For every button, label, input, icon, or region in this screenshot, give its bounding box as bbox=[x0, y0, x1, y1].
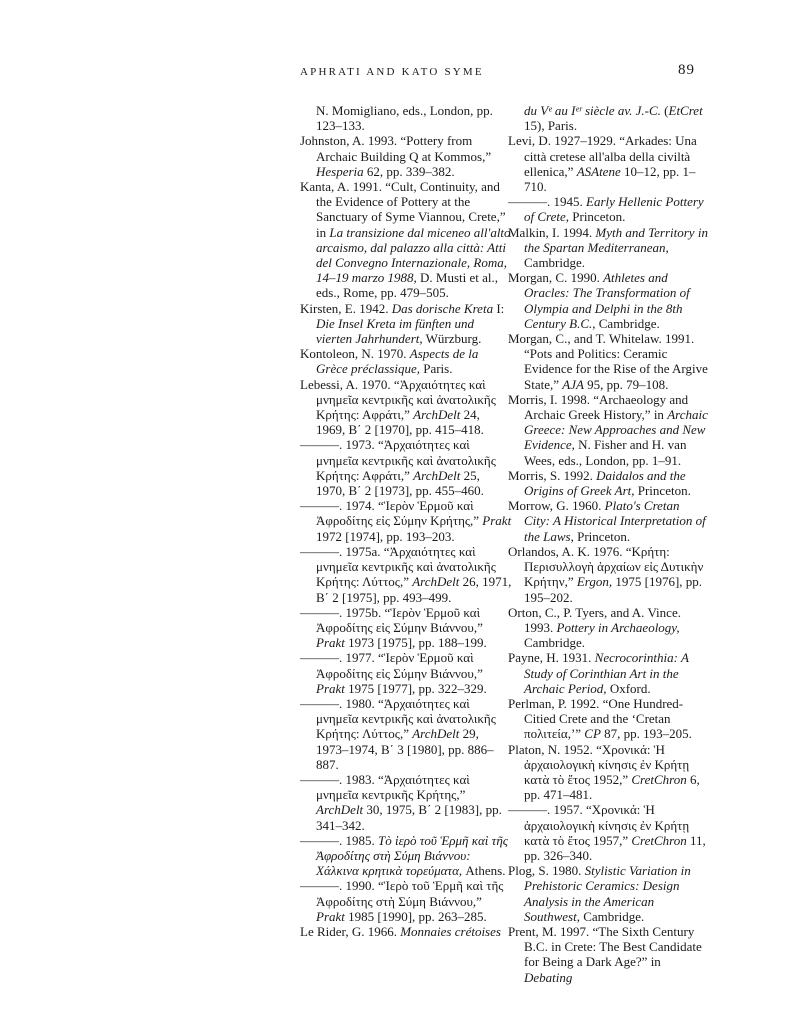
bibliography-entry bbox=[300, 498, 512, 544]
entry-rest: 26, 1971, Β΄ 2 [1975], pp. 493–499. bbox=[316, 574, 512, 605]
entry-journal: Τὸ ἱερὸ τοῦ Ἑρμῆ καὶ τῆς Ἀφροδίτης στὴ Σύμη Βιάννου: Χάλκινα κρητικὰ τορεύματα, bbox=[316, 832, 509, 879]
entry-journal: Necrocorinthia: A Study of Corinthian Art in the Archaic Period, bbox=[524, 650, 689, 696]
bibliography-entry bbox=[508, 103, 708, 133]
bibliography-entry bbox=[300, 346, 512, 376]
entry-rest: Paris. bbox=[419, 361, 453, 377]
entry-text: “Ἀρχαιότητες καὶ μνημεῖα κεντρικῆς καὶ ἀνατολικῆς Κρήτης: Αφράτι,” bbox=[316, 437, 496, 483]
entry-author: Morrow, G. 1960. bbox=[508, 498, 605, 514]
entry-journal: Aspects de la Grèce préclassique, bbox=[316, 346, 479, 377]
entry-journal: Daidalos and the Origins of Greek Art, bbox=[524, 467, 686, 499]
entry-author: Le Rider, G. 1966. bbox=[300, 923, 401, 939]
entry-rest: 87, pp. 193–205. bbox=[600, 726, 692, 742]
bibliography-entry bbox=[300, 650, 512, 696]
entry-text: “Cult, Continuity, and the Evidence of Pottery at the Sanctuary of Syme Viannou, Crete,” in bbox=[316, 179, 506, 240]
entry-author: ———. 1983. bbox=[300, 771, 378, 787]
entry-rest: Princeton. bbox=[569, 209, 626, 225]
bibliography-entry bbox=[508, 392, 708, 468]
entry-author: Plog, S. 1980. bbox=[508, 863, 585, 879]
bibliography-entry bbox=[300, 605, 512, 651]
entry-rest: 95, pp. 79–108. bbox=[583, 376, 669, 392]
entry-text: “Ἱερὸ τοῦ Ἑρμῆ καὶ τῆς Ἀφροδίτης στὴ Σύμη Βιάννου,” bbox=[316, 878, 504, 909]
bibliography-entry bbox=[300, 377, 512, 438]
entry-journal: Plato's Cretan City: A Historical Interpretation of the Laws, bbox=[524, 498, 706, 544]
entry-text: “Ἱερὸν Ἑρμοῦ καὶ Ἀφροδίτης εἰς Σύμην Κρήτης,” bbox=[316, 498, 483, 529]
entry-rest: 11, pp. 326–340. bbox=[524, 832, 706, 863]
entry-journal: CretChron bbox=[631, 832, 687, 848]
bibliography-entry bbox=[300, 179, 512, 301]
entry-journal: Athletes and Oracles: The Transformation of Olympia and Delphi in the 8th Century B.C., bbox=[524, 270, 690, 331]
entry-rest: 1972 [1974], pp. 193–203. bbox=[316, 528, 455, 544]
entry-journal: du Vᵉ au Iᵉʳ siècle av. J.-C. bbox=[524, 103, 661, 118]
entry-journal: AJA bbox=[562, 376, 584, 392]
entry-rest: ( bbox=[660, 103, 669, 118]
entry-journal: ArchDelt bbox=[412, 574, 460, 590]
entry-author: Levi, D. 1927–1929. bbox=[508, 133, 620, 149]
entry-text: “Ἀρχαιότητες καὶ μνημεῖα κεντρικῆς καὶ ἀνατολικῆς Κρήτης: Λύττος,” bbox=[316, 543, 496, 590]
bibliography-entry bbox=[300, 878, 512, 924]
running-head: APHRATI AND KATO SYME bbox=[300, 66, 484, 78]
bibliography-entry bbox=[508, 802, 708, 863]
entry-rest: I: bbox=[493, 300, 505, 316]
bibliography-entry bbox=[300, 833, 512, 879]
entry-rest: Cambridge. bbox=[524, 635, 586, 651]
entry-rest: D. Musti et al., eds., Rome, pp. 479–505. bbox=[316, 270, 499, 301]
bibliography-entry bbox=[508, 650, 708, 696]
bibliography-entry bbox=[508, 270, 708, 331]
entry-rest: N. Fisher and H. van Wees, eds., London, pp. 1–91. bbox=[524, 437, 687, 468]
entry-journal: La transizione dal miceneo all'alto arcaismo, dal palazzo alla città: Atti del Convegno Internazionale, Roma, 14–19 marzo 1988, bbox=[316, 224, 511, 286]
entry-author: Platon, N. 1952. bbox=[508, 741, 597, 757]
entry-rest: 1975 [1977], pp. 322–329. bbox=[344, 680, 487, 696]
entry-journal: ASAtene bbox=[576, 163, 621, 179]
entry-rest: Cambridge. bbox=[579, 908, 645, 924]
entry-author: Orton, C., P. Tyers, and A. Vince. 1993. bbox=[508, 604, 681, 635]
entry-rest2: Würzburg. bbox=[422, 331, 482, 347]
entry-journal: Archaic Greece: New Approaches and New Evidence, bbox=[524, 407, 708, 453]
bibliography-entry bbox=[508, 924, 708, 985]
entry-rest: 25, 1970, Β΄ 2 [1973], pp. 455–460. bbox=[316, 467, 484, 499]
bibliography-entry bbox=[508, 605, 708, 651]
entry-text: “Ἱερὸν Ἑρμοῦ καὶ Ἀφροδίτης εἰς Σύμην Βιάννου,” bbox=[316, 650, 483, 681]
entry-rest: 62, pp. 339–382. bbox=[363, 163, 455, 179]
entry-journal: Myth and Territory in the Spartan Mediterranean, bbox=[524, 224, 708, 255]
entry-journal: Early Hellenic Pottery of Crete, bbox=[524, 194, 704, 225]
bibliography-entry bbox=[508, 696, 708, 742]
bibliography-entry bbox=[300, 924, 512, 939]
entry-author: ———. 1975b. bbox=[300, 604, 385, 620]
entry-author: Morgan, C. 1990. bbox=[508, 270, 604, 286]
entry-author: Kirsten, E. 1942. bbox=[300, 300, 392, 316]
entry-rest2: 15), Paris. bbox=[524, 118, 578, 134]
page-number: 89 bbox=[678, 62, 695, 78]
entry-author: ———. 1973. bbox=[300, 437, 378, 453]
entry-journal: ArchDelt bbox=[413, 407, 461, 423]
entry-rest: 30, 1975, Β΄ 2 [1983], pp. 341–342. bbox=[316, 802, 502, 833]
entry-journal: Prakt bbox=[316, 680, 345, 696]
entry-author: ———. 1957. bbox=[508, 802, 586, 818]
entry-journal: Debating bbox=[524, 969, 573, 985]
entry-rest: 1973 [1975], pp. 188–199. bbox=[344, 635, 487, 651]
entry-author: ———. 1985. bbox=[300, 832, 378, 848]
entry-text: “Ἱερὸν Ἑρμοῦ καὶ Ἀφροδίτης εἰς Σύμην Βιάννου,” bbox=[316, 604, 483, 635]
bibliography-column-right bbox=[508, 103, 708, 985]
entry-journal: CP bbox=[584, 726, 601, 742]
bibliography-entry bbox=[508, 331, 708, 392]
entry-journal: ArchDelt bbox=[412, 726, 460, 742]
entry-author: Payne, H. 1931. bbox=[508, 650, 595, 666]
entry-author: ———. 1975a. bbox=[300, 543, 384, 559]
entry-author: Morris, S. 1992. bbox=[508, 467, 597, 483]
bibliography-column-left bbox=[300, 103, 512, 939]
bibliography-entry bbox=[508, 225, 708, 271]
entry-journal: CretChron bbox=[631, 771, 687, 787]
entry-author: Perlman, P. 1992. bbox=[508, 695, 603, 711]
entry-author: Malkin, I. 1994. bbox=[508, 224, 596, 240]
bibliography-entry bbox=[508, 742, 708, 803]
bibliography-entry bbox=[300, 103, 512, 133]
entry-rest: Princeton. bbox=[634, 483, 691, 499]
entry-journal: Das dorische Kreta bbox=[391, 300, 494, 316]
bibliography-entry bbox=[508, 133, 708, 194]
entry-author: ———. 1980. bbox=[300, 695, 378, 711]
entry-author: ———. 1974. bbox=[300, 498, 378, 514]
entry-text: “Pottery from Archaic Building Q at Kommos,” bbox=[316, 133, 492, 164]
entry-author: Prent, M. 1997. bbox=[508, 923, 593, 939]
entry-text: “Χρονικά: Ἡ ἀρχαιολογικὴ κίνησις ἐν Κρήτῃ κατὰ τὸ ἔτος 1957,” bbox=[524, 802, 690, 848]
entry-rest: Princeton. bbox=[573, 528, 631, 544]
entry-journal: Monnaies crétoises bbox=[400, 923, 501, 939]
entry-rest: Oxford. bbox=[606, 680, 651, 696]
bibliography-entry bbox=[508, 544, 708, 605]
entry-journal: Prakt bbox=[482, 513, 512, 529]
entry-rest: 10–12, pp. 1–710. bbox=[524, 163, 696, 195]
entry-journal: Prakt bbox=[316, 908, 345, 924]
entry-journal: Hesperia bbox=[316, 163, 364, 179]
entry-author: Orlandos, A. K. 1976. bbox=[508, 543, 626, 559]
entry-text: “One Hundred-Citied Crete and the ‘Cretan πολιτεία,’” bbox=[524, 695, 684, 742]
entry-author: ———. 1990. bbox=[300, 878, 378, 894]
entry-journal: ArchDelt bbox=[316, 802, 364, 818]
entry-journal: ArchDelt bbox=[413, 467, 461, 483]
entry-text: “Ἀρχαιότητες καὶ μνημεῖα κεντρικῆς Κρήτης,” bbox=[316, 771, 470, 803]
entry-rest: Athens. bbox=[462, 863, 506, 879]
entry-rest: 24, 1969, Β΄ 2 [1970], pp. 415–418. bbox=[316, 407, 484, 438]
entry-text: “Archaeology and Archaic Greek History,” in bbox=[524, 391, 689, 423]
entry-text: “Ἀρχαιότητες καὶ μνημεῖα κεντρικῆς καὶ ἀνατολικῆς Κρήτης: Λύττος,” bbox=[316, 695, 496, 742]
entry-author: Lebessi, A. 1970. bbox=[300, 376, 394, 392]
bibliography-entry bbox=[508, 194, 708, 224]
entry-author: ———. 1977. bbox=[300, 650, 378, 666]
bibliography-entry bbox=[300, 133, 512, 179]
bibliography-entry bbox=[300, 301, 512, 347]
entry-author: ———. 1945. bbox=[508, 194, 586, 210]
entry-author: Morris, I. 1998. bbox=[508, 391, 594, 407]
entry-author: Morgan, C., and T. Whitelaw. 1991. bbox=[508, 331, 695, 347]
entry-rest: Cambridge. bbox=[595, 315, 660, 331]
entry-rest: 1985 [1990], pp. 263–285. bbox=[344, 908, 487, 924]
entry-rest: Cambridge. bbox=[524, 255, 586, 271]
bibliography-entry bbox=[508, 468, 708, 498]
entry-journal: Ergon, bbox=[576, 574, 613, 590]
entry-text: “The Sixth Century B.C. in Crete: The Best Candidate for Being a Dark Age?” in bbox=[524, 923, 702, 970]
entry-journal2: Die Insel Kreta im fünften und vierten Jahrhundert, bbox=[316, 315, 475, 347]
entry-journal: Prakt bbox=[316, 635, 345, 651]
bibliography-entry bbox=[508, 498, 708, 544]
bibliography-entry bbox=[300, 772, 512, 833]
entry-text: “Κρήτη: Περισυλλογὴ ἀρχαίων εἰς Δυτικὴν Κρήτην,” bbox=[524, 543, 704, 590]
entry-text: “Χρονικά: Ἡ ἀρχαιολογικὴ κίνησις ἐν Κρήτῃ κατὰ τὸ ἔτος 1952,” bbox=[524, 741, 690, 787]
entry-text: “Arkades: Una città cretese all'alba della civiltà ellenica,” bbox=[524, 133, 697, 179]
entry-author: Kanta, A. 1991. bbox=[300, 179, 386, 195]
entry-author: Johnston, A. 1993. bbox=[300, 133, 401, 149]
entry-text: “Pots and Politics: Ceramic Evidence for the Rise of the Argive State,” bbox=[524, 346, 708, 392]
bibliography-entry bbox=[300, 437, 512, 498]
bibliography-entry bbox=[508, 863, 708, 924]
entry-journal: Stylistic Variation in Prehistoric Ceramics: Design Analysis in the American Southwest, bbox=[524, 863, 691, 924]
entry-rest: 6, pp. 471–481. bbox=[524, 771, 700, 803]
entry-journal2: EtCret bbox=[668, 103, 703, 118]
bibliography-entry bbox=[300, 696, 512, 772]
bibliography-entry bbox=[300, 544, 512, 605]
entry-author: Kontoleon, N. 1970. bbox=[300, 346, 410, 362]
entry-text: “Ἀρχαιότητες καὶ μνημεῖα κεντρικῆς καὶ ἀνατολικῆς Κρήτης: Αφράτι,” bbox=[316, 376, 496, 423]
entry-rest: 29, 1973–1974, Β΄ 3 [1980], pp. 886–887. bbox=[316, 726, 494, 772]
entry-text: N. Momigliano, eds., London, pp. 123–133. bbox=[316, 103, 493, 134]
entry-journal: Pottery in Archaeology, bbox=[556, 619, 680, 635]
entry-rest: 1975 [1976], pp. 195–202. bbox=[524, 574, 703, 605]
